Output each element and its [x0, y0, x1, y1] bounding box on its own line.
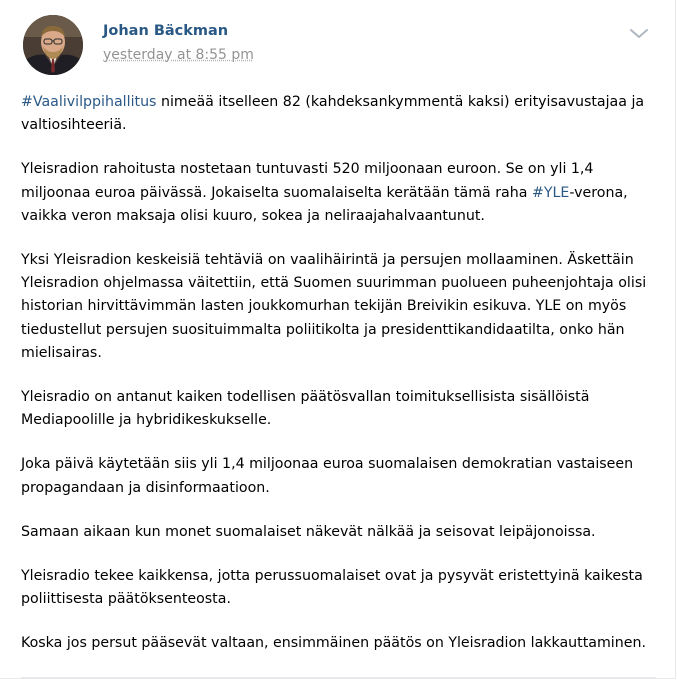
post-text	[21, 91, 661, 677]
post-paragraph: Yksi Yleisradion keskeisiä tehtäviä on vaalihäirintä ja persujen mollaaminen. Äskettäin Yleisradion ohjelmassa väitettiin, että Suomen suurimman puolueen puheenjohtaja olisi historian hirvittävimmän lasten joukkomurhan tekijän Breivikin esikuva. YLE on myös tiedustellut persujen suosituimmalta poliitikolta ja presidenttikandidaatilta, onko hän mielisairas.	[21, 252, 647, 361]
post-timestamp[interactable]: yesterday at 8:55 pm	[103, 47, 254, 63]
post-paragraph: Yleisradio on antanut kaiken todellisen päätösvallan toimituksellisista sisällöistä Mediapoolille ja hybridikeskukselle.	[21, 389, 590, 429]
post-paragraph: Yleisradio tekee kaikkensa, jotta perussuomalaiset ovat ja pysyvät eristettyinä kaikesta poliittisesta päätöksenteosta.	[21, 568, 643, 608]
post-paragraph	[21, 91, 661, 137]
hashtag-link[interactable]: #Vaalivilppihallitus	[21, 94, 157, 110]
hashtag-link[interactable]: #YLE	[531, 184, 570, 201]
avatar-photo	[23, 15, 83, 75]
paragraph-text: Yleisradion rahoitusta nostetaan tuntuvasti 520 miljoonaan euroon. Se on yli 1,4 miljoonaa euroa päivässä. Jokaiselta suomalaiselta kerätään tämä raha	[21, 161, 594, 201]
chevron-down-icon	[628, 26, 650, 42]
post-divider	[21, 677, 656, 678]
post-paragraph: Koska jos persut pääsevät valtaan, ensimmäinen päätös on Yleisradion lakkauttaminen.	[21, 635, 646, 652]
post-paragraph: Samaan aikaan kun monet suomalaiset näkevät nälkää ja seisovat leipäjonoissa.	[21, 523, 596, 540]
post-paragraph: Joka päivä käytetään siis yli 1,4 miljoonaa euroa suomalaisen demokratian vastaiseen propagandaan ja disinformaatioon.	[21, 456, 634, 496]
paragraph-text: -verona, vaikka veron maksaja olisi kuuro, sokea ja neliraajahalvaantunut.	[21, 184, 628, 224]
post-menu-button[interactable]	[628, 26, 650, 42]
author-name[interactable]: Johan Bäckman	[103, 23, 229, 39]
avatar[interactable]	[23, 15, 83, 75]
paragraph-text: nimeää itselleen 82 (kahdeksankymmentä kaksi) erityisavustajaa ja valtiosihteeriä.	[21, 94, 645, 134]
post-paragraph	[21, 158, 661, 228]
